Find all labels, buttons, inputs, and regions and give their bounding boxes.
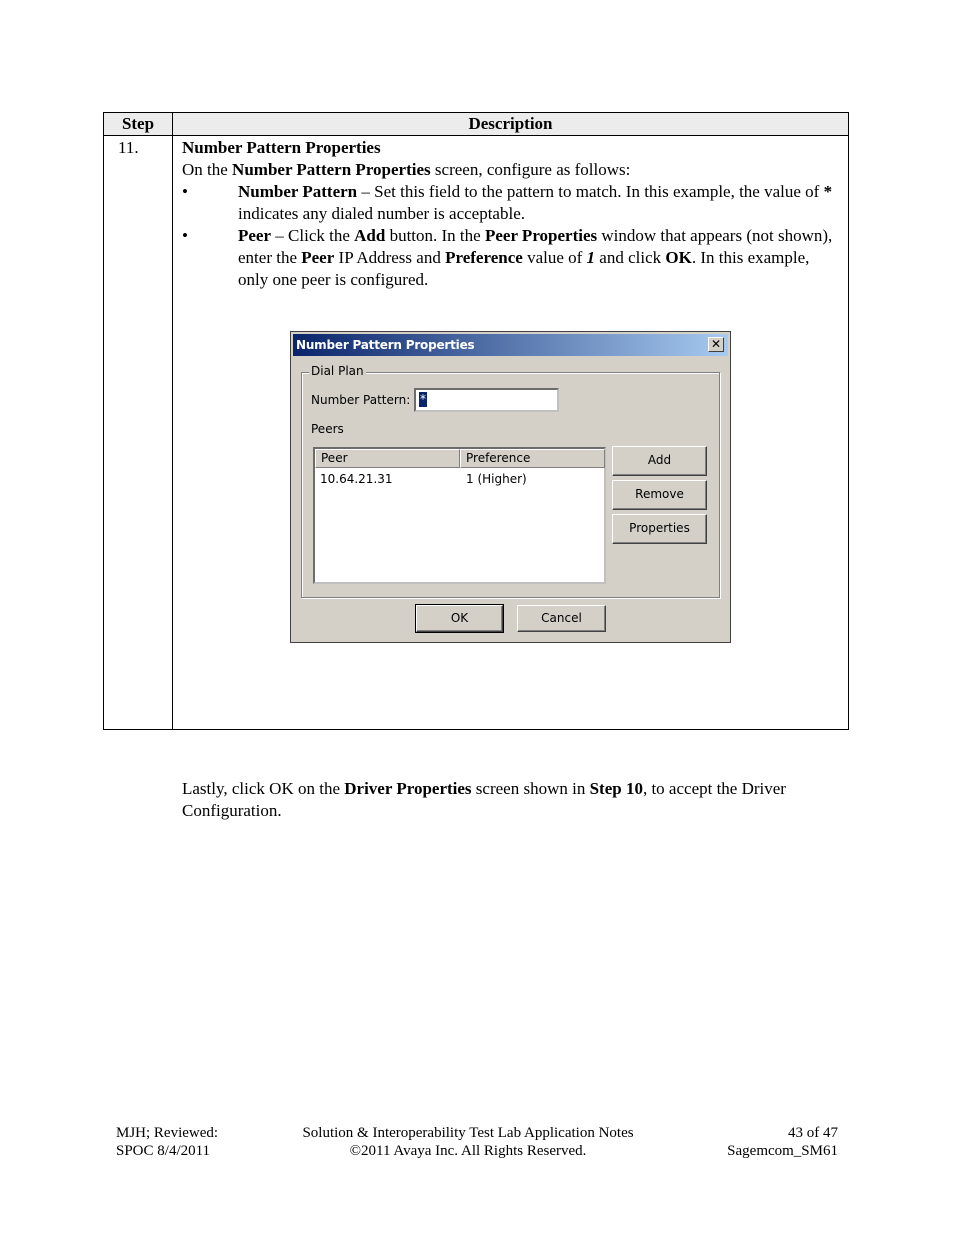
intro-paragraph: On the Number Pattern Properties screen, configure as follows: xyxy=(182,160,631,179)
bullet-dot: • xyxy=(182,182,188,201)
cancel-button[interactable]: Cancel xyxy=(517,605,606,632)
preference-cell[interactable]: 1 (Higher) xyxy=(466,472,527,486)
peers-list[interactable] xyxy=(313,447,606,584)
header-description: Description xyxy=(468,114,553,133)
number-pattern-input[interactable] xyxy=(414,388,559,412)
bullet-dot: • xyxy=(182,226,188,245)
page-number: 43 of 47 xyxy=(788,1125,838,1141)
dial-plan-label: Dial Plan xyxy=(311,364,364,378)
properties-button[interactable]: Properties xyxy=(612,514,707,544)
close-icon[interactable]: ✕ xyxy=(708,337,724,352)
step-description xyxy=(182,137,842,291)
column-divider xyxy=(172,113,173,729)
dialog-titlebar xyxy=(293,334,728,356)
section-title: Number Pattern Properties xyxy=(182,138,381,157)
peer-cell[interactable]: 10.64.21.31 xyxy=(320,472,393,486)
step-number: 11. xyxy=(118,138,139,157)
table-header-row xyxy=(104,113,848,136)
number-pattern-label: Number Pattern: xyxy=(311,393,411,407)
header-step: Step xyxy=(121,114,155,133)
column-header-preference[interactable]: Preference xyxy=(460,449,605,468)
peers-label: Peers xyxy=(311,422,344,436)
footer-center: Solution & Interoperability Test Lab Application Notes ©2011 Avaya Inc. All Rights Reserved. xyxy=(302,1125,634,1159)
number-pattern-properties-dialog xyxy=(290,331,731,643)
closing-paragraph: Lastly, click OK on the Driver Properties screen shown in Step 10, to accept the Driver Configuration. xyxy=(182,779,786,820)
ok-button[interactable]: OK xyxy=(416,605,503,632)
bullet-peer: • Peer – Click the Add button. In the Peer Properties window that appears (not shown), enter the Peer IP Address and Preference value of 1 and click OK. In this example, only one peer is configured. xyxy=(182,226,833,289)
column-header-peer[interactable]: Peer xyxy=(315,449,460,468)
dialog-title: Number Pattern Properties xyxy=(296,338,475,352)
add-button[interactable]: Add xyxy=(612,446,707,476)
footer-left: MJH; Reviewed: SPOC 8/4/2011 xyxy=(116,1125,219,1159)
footer-right: 43 of 47 Sagemcom_SM61 xyxy=(680,1124,838,1160)
number-pattern-value: * xyxy=(420,392,426,406)
remove-button[interactable]: Remove xyxy=(612,480,707,510)
bullet-number-pattern: • Number Pattern – Set this field to the pattern to match. In this example, the value of * indicates any dialed number is acceptable. xyxy=(182,182,833,223)
